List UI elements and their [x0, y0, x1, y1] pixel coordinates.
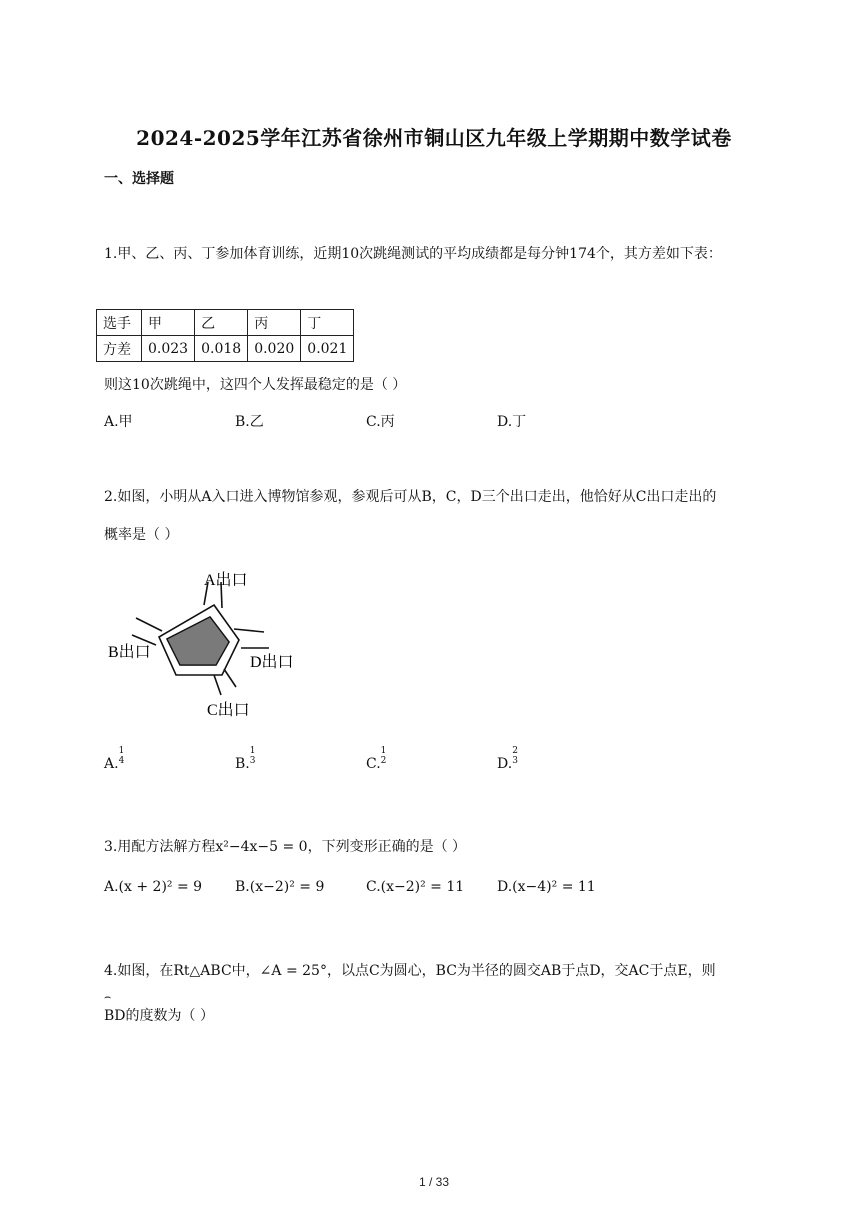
fraction-numerator: 1 — [380, 746, 387, 756]
variance-table — [96, 309, 354, 362]
exit-c-label: C出口 — [207, 702, 250, 719]
fraction-numerator: 2 — [512, 746, 518, 756]
question-4-stem: 4.如图，在Rt△ABC中，∠A = 25°，以点C为圆心，BC为半径的圆交AB于点D，交AC于点E，则 — [104, 963, 716, 979]
option-c[interactable]: C.(x−2)² = 11 — [366, 879, 465, 895]
page-title: 2024-2025学年江苏省徐州市铜山区九年级上学期期中数学试卷 — [136, 126, 732, 150]
option-b-prefix: B. — [235, 756, 250, 772]
exit-a-label: A出口 — [204, 572, 248, 589]
question-1-prompt: 则这10次跳绳中，这四个人发挥最稳定的是（ ） — [104, 377, 407, 393]
table-row — [97, 336, 354, 362]
museum-pentagon — [167, 617, 229, 665]
fraction-numerator: 1 — [249, 746, 256, 756]
table-cell: 甲 — [142, 310, 195, 336]
question-1-stem: 1.甲、乙、丙、丁参加体育训练，近期10次跳绳测试的平均成绩都是每分钟174个，其方差如下表： — [104, 246, 722, 262]
table-cell: 选手 — [97, 310, 142, 336]
option-a[interactable]: A.(x + 2)² = 9 — [104, 879, 203, 895]
fraction-denominator: 3 — [512, 756, 518, 766]
table-cell: 丁 — [301, 310, 354, 336]
question-2-stem-line1: 2.如图，小明从A入口进入博物馆参观，参观后可从B，C，D三个出口走出，他恰好从C出口走出的 — [104, 489, 717, 505]
section-heading: 一、选择题 — [104, 171, 174, 187]
option-b[interactable]: B.乙 — [235, 414, 264, 430]
question-3-stem: 3.用配方法解方程x²−4x−5 = 0，下列变形正确的是（ ） — [104, 839, 467, 855]
exit-d-label: D出口 — [250, 654, 294, 671]
fraction-denominator: 2 — [380, 756, 387, 766]
question-4-stem-line2: BD的度数为（ ） — [104, 1008, 214, 1024]
question-2-stem-line2: 概率是（ ） — [104, 527, 179, 543]
option-a[interactable]: A.甲 — [104, 414, 133, 430]
table-cell: 乙 — [195, 310, 248, 336]
table-cell: 0.023 — [142, 336, 195, 362]
page-number: 1 / 33 — [418, 1175, 450, 1189]
option-c[interactable] — [366, 746, 386, 772]
option-a[interactable] — [104, 746, 124, 772]
table-cell: 0.021 — [301, 336, 354, 362]
fraction-numerator: 1 — [118, 746, 125, 756]
table-row — [97, 310, 354, 336]
option-a-prefix: A. — [104, 756, 119, 772]
option-d[interactable] — [497, 746, 518, 772]
exit-b-label: B出口 — [108, 644, 151, 661]
table-cell: 丙 — [248, 310, 301, 336]
table-cell: 方差 — [97, 336, 142, 362]
option-c-prefix: C. — [366, 756, 381, 772]
option-c[interactable]: C.丙 — [366, 414, 395, 430]
option-b[interactable]: B.(x−2)² = 9 — [235, 879, 325, 895]
table-cell: 0.018 — [195, 336, 248, 362]
table-cell: 0.020 — [248, 336, 301, 362]
museum-figure — [104, 565, 314, 720]
option-d[interactable]: D.(x−4)² = 11 — [497, 879, 596, 895]
option-d[interactable]: D.丁 — [497, 414, 527, 430]
fraction-denominator: 3 — [249, 756, 256, 766]
option-b[interactable] — [235, 746, 255, 772]
fraction-denominator: 4 — [118, 756, 125, 766]
option-d-prefix: D. — [497, 756, 513, 772]
arc-mark: ⌢ — [104, 990, 112, 1003]
